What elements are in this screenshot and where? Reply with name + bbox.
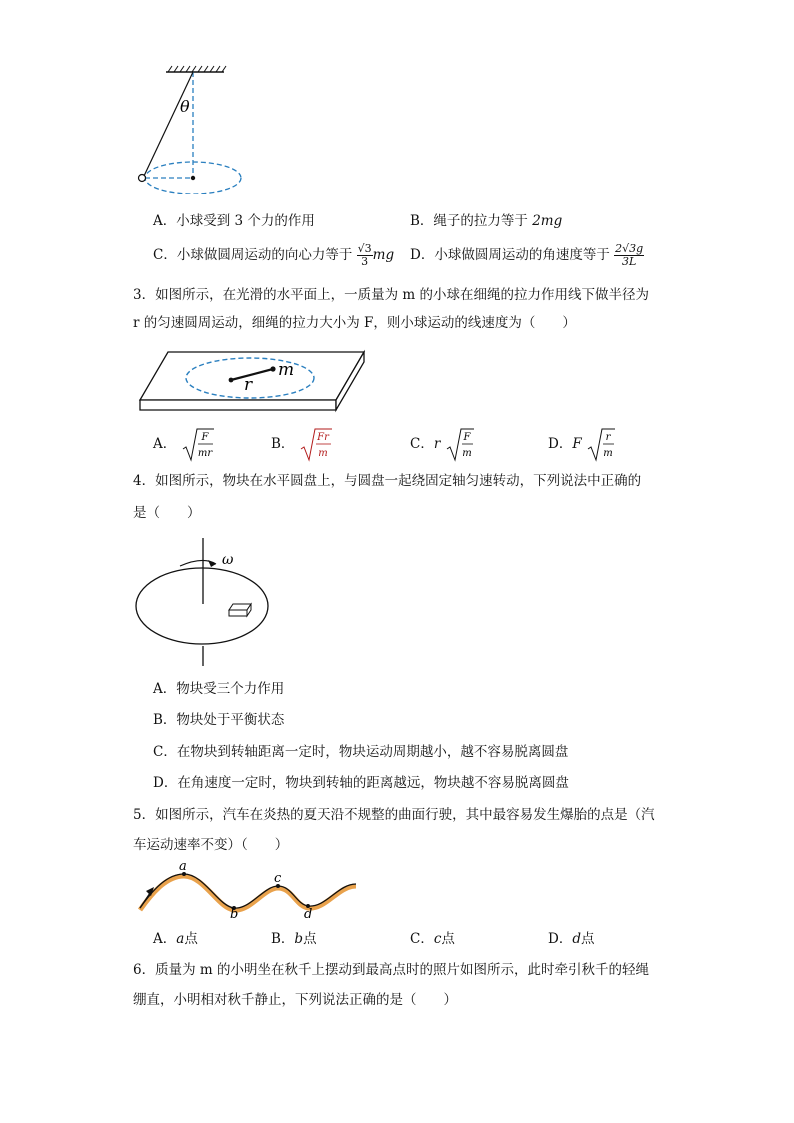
q2-d-fraction: $\frac{2√3g}{3L}$ xyxy=(615,242,644,268)
q4-option-c: C．在物块到转轴距离一定时，物块运动周期越小，越不容易脱离圆盘 xyxy=(153,744,569,760)
q6-stem-line1: 6．质量为 m 的小明坐在秋千上摆动到最高点时的照片如图所示，此时牵引秋千的轻绳 xyxy=(133,962,649,978)
q5-option-b: B．b点 xyxy=(271,931,317,947)
svg-text:m: m xyxy=(603,447,613,459)
curved-road-figure xyxy=(132,860,360,920)
svg-text:m: m xyxy=(461,447,472,459)
center-dot xyxy=(229,378,234,383)
ball xyxy=(270,366,275,371)
label-a: a xyxy=(179,860,187,874)
q3-option-b: B． Fr m xyxy=(271,424,333,464)
svg-text:mr: mr xyxy=(197,447,212,459)
q3-stem-line1: 3．如图所示，在光滑的水平面上，一质量为 m 的小球在细绳的拉力作用线下做半径为 xyxy=(133,287,649,303)
q4-stem-line2: 是（ ） xyxy=(133,505,201,521)
q3-c-sqrt xyxy=(445,427,475,463)
omega-label: ω xyxy=(222,552,234,568)
road-surface xyxy=(140,876,356,910)
svg-text:F: F xyxy=(463,431,471,443)
block xyxy=(229,604,251,616)
q2-option-a: A．小球受到 3 个力的作用 xyxy=(153,213,315,229)
q4-option-d: D．在角速度一定时，物块到转轴的距离越远，物块越不容易脱离圆盘 xyxy=(153,775,569,791)
mass-label: m xyxy=(278,360,295,380)
rotation-arrowhead xyxy=(208,560,216,567)
ball xyxy=(139,175,146,182)
plane-front xyxy=(140,400,336,410)
q5-stem-line1: 5．如图所示，汽车在炎热的夏天沿不规整的曲面行驶，其中最容易发生爆胎的点是（汽 xyxy=(133,807,655,823)
q2-option-c: C．小球做圆周运动的向心力等于 $\frac{√3}{3}$ mg xyxy=(153,242,395,268)
svg-text:F: F xyxy=(201,431,209,443)
radius-label: r xyxy=(244,375,253,395)
q4-stem-line1: 4．如图所示，物块在水平圆盘上，与圆盘一起绕固定轴匀速转动，下列说法中正确的 xyxy=(133,473,642,489)
svg-text:m: m xyxy=(317,447,328,459)
label-c: c xyxy=(274,871,282,886)
q4-option-b: B．物块处于平衡状态 xyxy=(153,712,285,728)
q2-c-fraction: $\frac{√3}{3}$ xyxy=(357,242,372,268)
q3-option-d: D．F r m xyxy=(548,424,616,464)
q3-option-c: C．r F m xyxy=(410,424,475,464)
theta-label: θ xyxy=(180,97,190,116)
svg-text:r: r xyxy=(605,431,611,443)
q5-stem-line2: 车运动速率不变）（ ） xyxy=(133,837,289,853)
q5-option-a: A．a点 xyxy=(153,931,198,947)
q2-option-b: B．绳子的拉力等于 2mg xyxy=(410,213,563,229)
label-b: b xyxy=(230,907,239,920)
conical-pendulum-figure xyxy=(130,64,250,194)
ceiling-hatching xyxy=(168,66,226,72)
q3-a-sqrt xyxy=(181,427,215,463)
svg-text:Fr: Fr xyxy=(316,431,329,443)
q3-stem-line2: r 的匀速圆周运动，细绳的拉力大小为 F，则小球运动的线速度为（ ） xyxy=(133,315,576,331)
q6-stem-line2: 绷直，小明相对秋千静止，下列说法正确的是（ ） xyxy=(133,992,457,1008)
horizontal-plane-figure xyxy=(136,348,366,416)
rotating-disk-figure xyxy=(134,536,284,668)
q3-b-sqrt xyxy=(299,427,333,463)
q3-d-sqrt xyxy=(586,427,616,463)
string-line xyxy=(144,72,193,176)
q4-option-a: A．物块受三个力作用 xyxy=(153,681,285,697)
label-d: d xyxy=(304,907,313,920)
center-dot xyxy=(191,176,195,180)
q5-option-c: C．c点 xyxy=(410,931,455,947)
q2-option-d: D．小球做圆周运动的角速度等于 $\frac{2√3g}{3L}$ xyxy=(410,242,644,268)
q5-option-d: D．d点 xyxy=(548,931,595,947)
q3-option-a: A． F mr xyxy=(153,424,215,464)
